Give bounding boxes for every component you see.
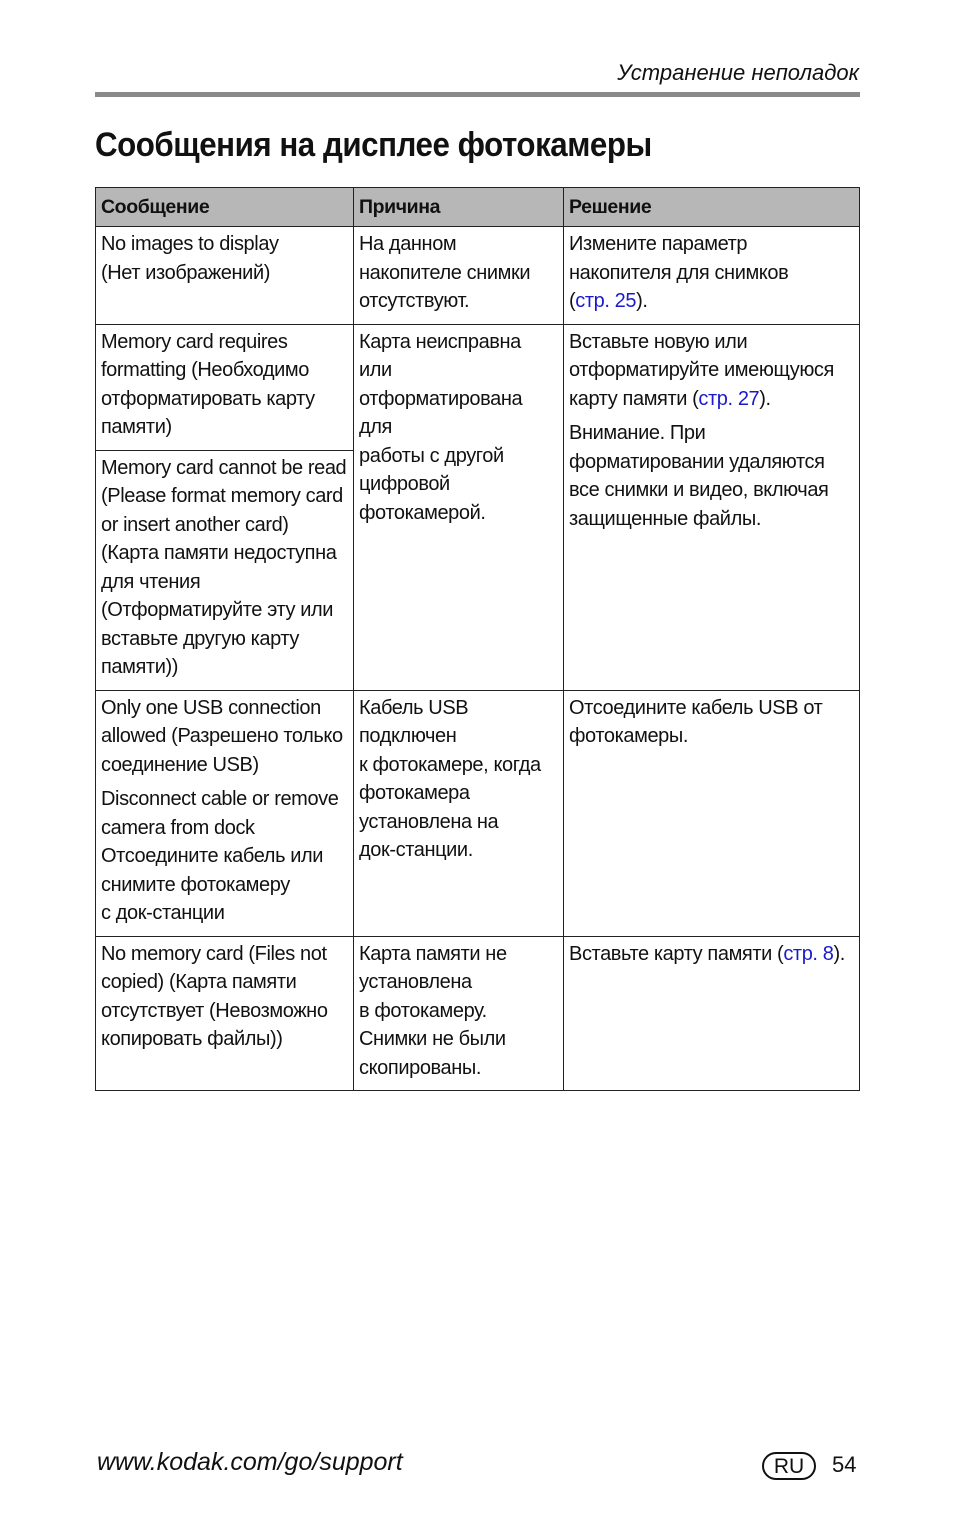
header-rule [95,92,860,97]
message-text: No memory card (Files not [101,942,327,965]
message-text: Only one USB connection [101,696,321,719]
message-text: копировать файлы)) [101,1028,283,1050]
warning-note: защищенные файлы. [569,507,761,530]
messages-table [95,187,860,1091]
message-text: or insert another card) [101,513,289,536]
section-header: Устранение неполадок [617,60,859,85]
message-text: для чтения [101,570,201,593]
warning-note: все снимки и видео, включая [569,479,829,501]
solution-text: фотокамеры. [569,725,689,747]
solution-text [569,940,854,969]
cause-text: фотокамера [359,782,470,804]
message-text: соединение USB) [101,753,259,776]
message-cell [96,450,354,690]
column-header-message: Сообщение [96,188,354,227]
cause-cell [354,690,564,936]
solution-cell [564,690,860,936]
cause-text: цифровой [359,473,450,495]
table-row [96,936,860,1091]
solution-cell [564,324,860,690]
message-text: formatting (Необходимо [101,359,309,381]
cause-text: отсутствуют. [359,290,470,312]
message-cell [96,227,354,325]
support-url[interactable]: www.kodak.com/go/support [97,1448,403,1476]
solution-text: отформатируйте имеющуюся [569,359,834,381]
column-header-cause: Причина [354,188,564,227]
message-text: (Please format memory card [101,485,343,507]
cause-text: накопителе снимки [359,261,531,284]
message-text: copied) (Карта памяти [101,971,297,993]
table-row [96,690,860,936]
solution-cell [564,936,860,1091]
solution-text-prefix: карту памяти ( [569,387,699,410]
solution-text-prefix: Вставьте карту памяти ( [569,942,784,965]
cause-text: скопированы. [359,1056,482,1079]
message-text: allowed (Разрешено только [101,725,343,747]
solution-text [569,287,854,316]
table-row [96,227,860,325]
cause-cell [354,324,564,690]
cause-text: док-станции. [359,839,473,861]
cause-text: фотокамерой. [359,501,486,524]
cause-text: отформатирована для [359,387,523,438]
page-number: 54 [832,1452,857,1477]
solution-text: Отсоедините кабель USB от [569,696,823,719]
page-link[interactable]: стр. 8 [783,942,834,965]
message-text: Memory card requires [101,330,288,353]
solution-text [569,385,854,414]
message-text: (Отформатируйте эту или [101,599,334,621]
cause-text: к фотокамере, когда [359,753,541,776]
solution-text: накопителя для снимков [569,261,789,284]
cause-cell [354,227,564,325]
message-text: camera from dock [101,816,255,839]
solution-text-suffix: ). [833,942,845,965]
cause-text: Снимки не были [359,1028,506,1050]
cause-text: Карта памяти не [359,942,507,965]
message-text: с док-станции [101,902,225,924]
message-cell [96,936,354,1091]
cause-cell [354,936,564,1091]
message-text: Отсоедините кабель или [101,845,324,867]
language-badge: RU [762,1452,816,1480]
cause-text: Кабель USB [359,696,469,719]
message-text: памяти)) [101,656,178,678]
page-link[interactable]: стр. 27 [698,387,760,410]
solution-text: Измените параметр [569,233,748,255]
message-text: (Нет изображений) [101,261,270,284]
message-text: Memory card cannot be read [101,456,347,479]
message-text: вставьте другую карту [101,627,299,650]
cause-text: установлена на [359,810,499,833]
cause-text: в фотокамеру. [359,999,487,1022]
message-text: отсутствует (Невозможно [101,999,328,1022]
cause-text: подключен [359,725,457,747]
table-row [96,324,860,450]
cause-text: установлена [359,971,472,993]
table-header-row [96,188,860,227]
page-link[interactable]: стр. 25 [575,290,637,312]
message-text: снимите фотокамеру [101,873,290,896]
cause-text: На данном [359,233,457,255]
message-cell [96,324,354,450]
message-text: Disconnect cable or remove [101,788,339,810]
solution-text-suffix: ). [636,290,648,312]
solution-cell [564,227,860,325]
cause-text: Карта неисправна или [359,330,521,381]
message-text: (Карта памяти недоступна [101,542,337,564]
cause-text: работы с другой [359,444,504,467]
warning-note: Внимание. При [569,422,706,444]
warning-note: форматировании удаляются [569,450,825,473]
column-header-solution: Решение [564,188,860,227]
message-text: No images to display [101,233,279,255]
solution-text-suffix: ). [759,387,771,410]
solution-text-prefix: ( [569,290,576,312]
message-cell [96,690,354,936]
page-title: Сообщения на дисплее фотокамеры [95,126,652,164]
message-text: памяти) [101,416,172,438]
solution-text: Вставьте новую или [569,330,748,353]
message-text: отформатировать карту [101,387,315,410]
